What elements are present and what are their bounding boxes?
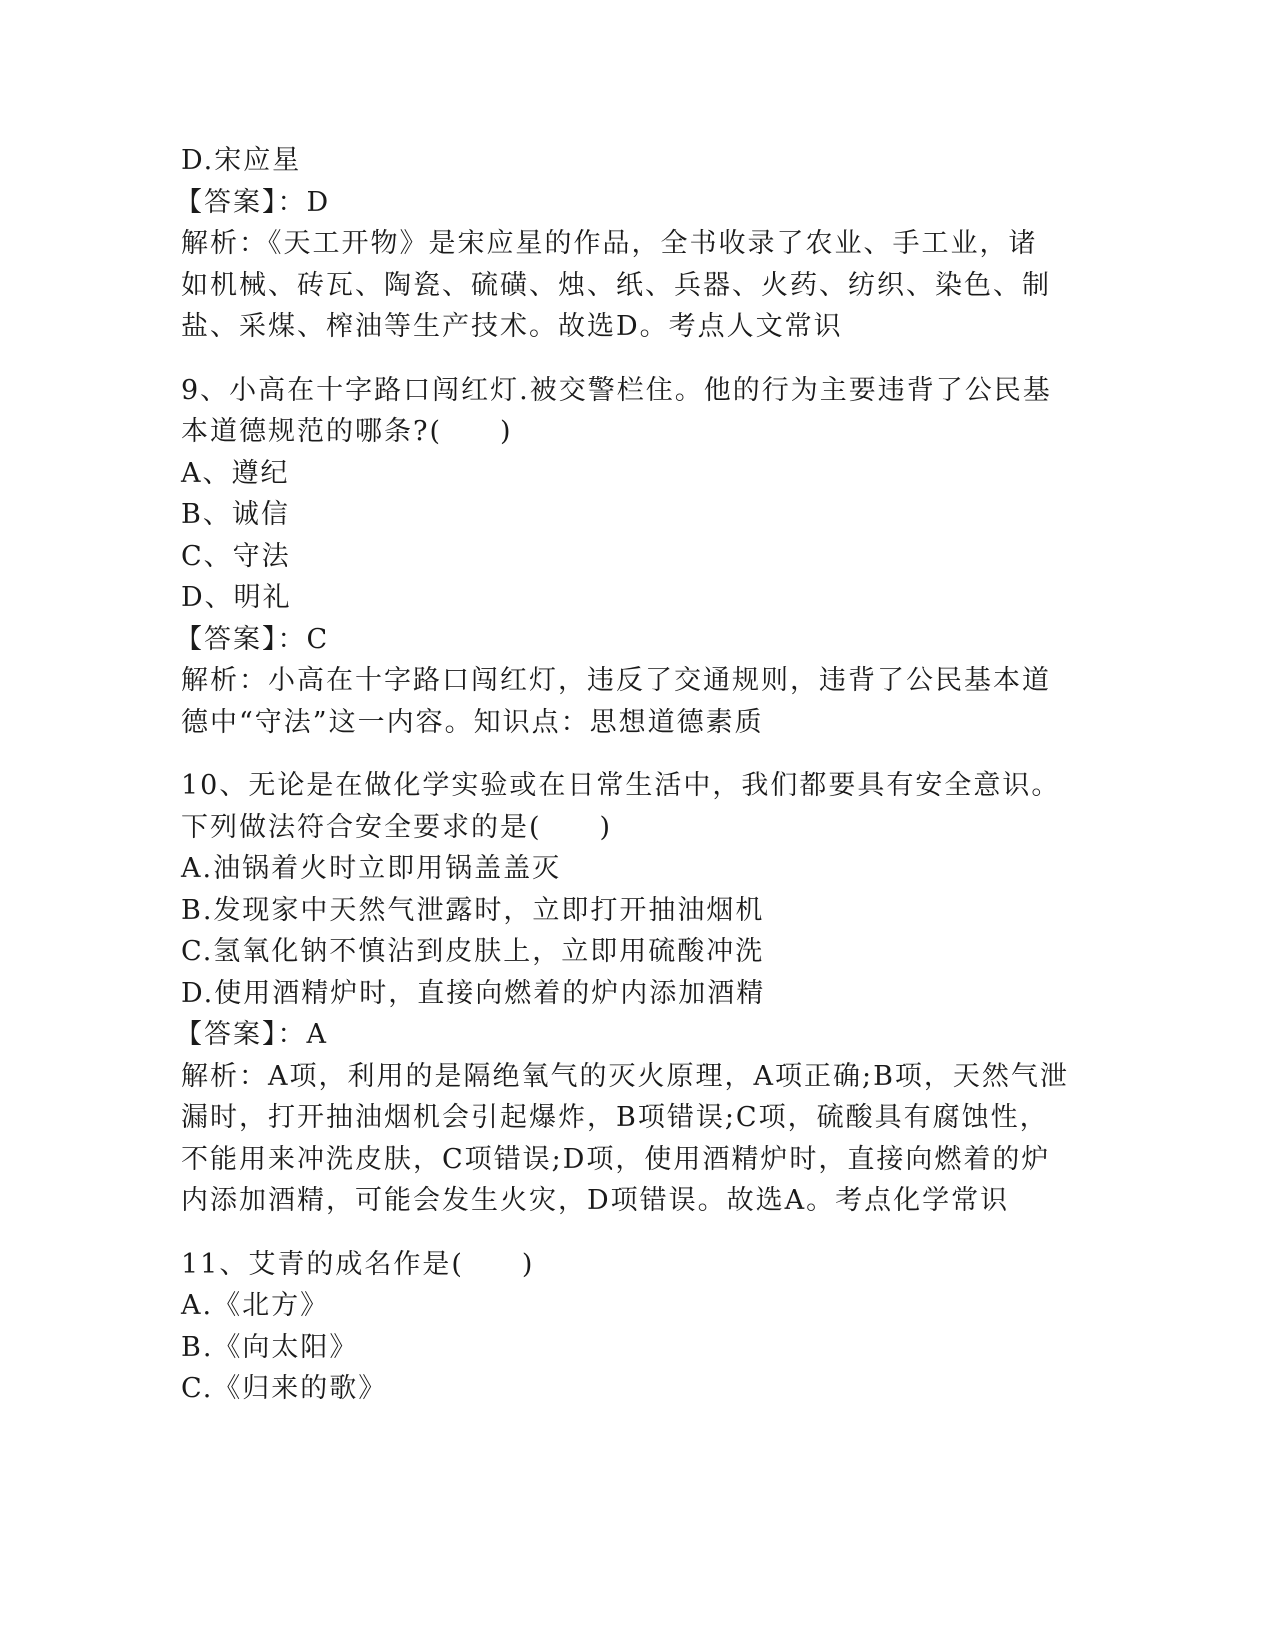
analysis-line: 德中“守法”这一内容。知识点：思想道德素质 <box>181 706 764 738</box>
analysis-line: 解析：A项，利用的是隔绝氧气的灭火原理，A项正确;B项，天然气泄 <box>181 1060 1069 1092</box>
option-c: C.氢氧化钠不慎沾到皮肤上，立即用硫酸冲洗 <box>181 936 765 967</box>
question-stem: 9、小高在十字路口闯红灯.被交警栏住。他的行为主要违背了公民基 <box>181 374 1052 406</box>
question-9 <box>175 370 1061 744</box>
option-b: B.发现家中天然气泄露时，立即打开抽油烟机 <box>181 894 765 926</box>
analysis-line: 漏时，打开抽油烟机会引起爆炸，B项错误;C项，硫酸具有腐蚀性， <box>181 1102 1049 1133</box>
option-a: A、遵纪 <box>181 457 290 489</box>
question-11 <box>181 1244 1061 1410</box>
previous-question-tail <box>175 140 1061 348</box>
option-a: A.油锅着火时立即用锅盖盖灭 <box>181 853 562 884</box>
analysis-line: 盐、采煤、榨油等生产技术。故选D。考点人文常识 <box>181 311 843 342</box>
option-c: C、守法 <box>181 540 291 572</box>
answer-label: 【答案】：C <box>175 623 330 655</box>
document-page <box>175 140 1069 1410</box>
option-c: C.《归来的歌》 <box>181 1373 388 1404</box>
answer-label: 【答案】：D <box>175 186 331 218</box>
option-d: D.使用酒精炉时，直接向燃着的炉内添加酒精 <box>181 977 766 1009</box>
analysis-line: 不能用来冲洗皮肤，C项错误;D项，使用酒精炉时，直接向燃着的炉 <box>181 1143 1051 1175</box>
option-b: B、诚信 <box>181 499 290 530</box>
question-stem: 下列做法符合安全要求的是( ) <box>181 811 613 843</box>
answer-label: 【答案】：A <box>175 1019 328 1050</box>
analysis-line: 内添加酒精，可能会发生火灾，D项错误。故选A。考点化学常识 <box>181 1185 1010 1216</box>
analysis-line: 如机械、砖瓦、陶瓷、硫磺、烛、纸、兵器、火药、纺织、染色、制 <box>181 269 1051 301</box>
option-d: D.宋应星 <box>181 145 302 176</box>
option-b: B.《向太阳》 <box>181 1331 359 1363</box>
question-stem: 11、艾青的成名作是( ) <box>181 1248 535 1280</box>
option-a: A.《北方》 <box>181 1290 330 1321</box>
question-10 <box>175 765 1069 1222</box>
option-d: D、明礼 <box>181 582 292 613</box>
question-stem: 本道德规范的哪条?( ) <box>181 416 513 447</box>
question-stem: 10、无论是在做化学实验或在日常生活中，我们都要具有安全意识。 <box>181 770 1061 801</box>
analysis-line: 解析：小高在十字路口闯红灯，违反了交通规则，违背了公民基本道 <box>181 665 1051 696</box>
analysis-line: 解析：《天工开物》是宋应星的作品，全书收录了农业、手工业，诸 <box>181 228 1038 259</box>
